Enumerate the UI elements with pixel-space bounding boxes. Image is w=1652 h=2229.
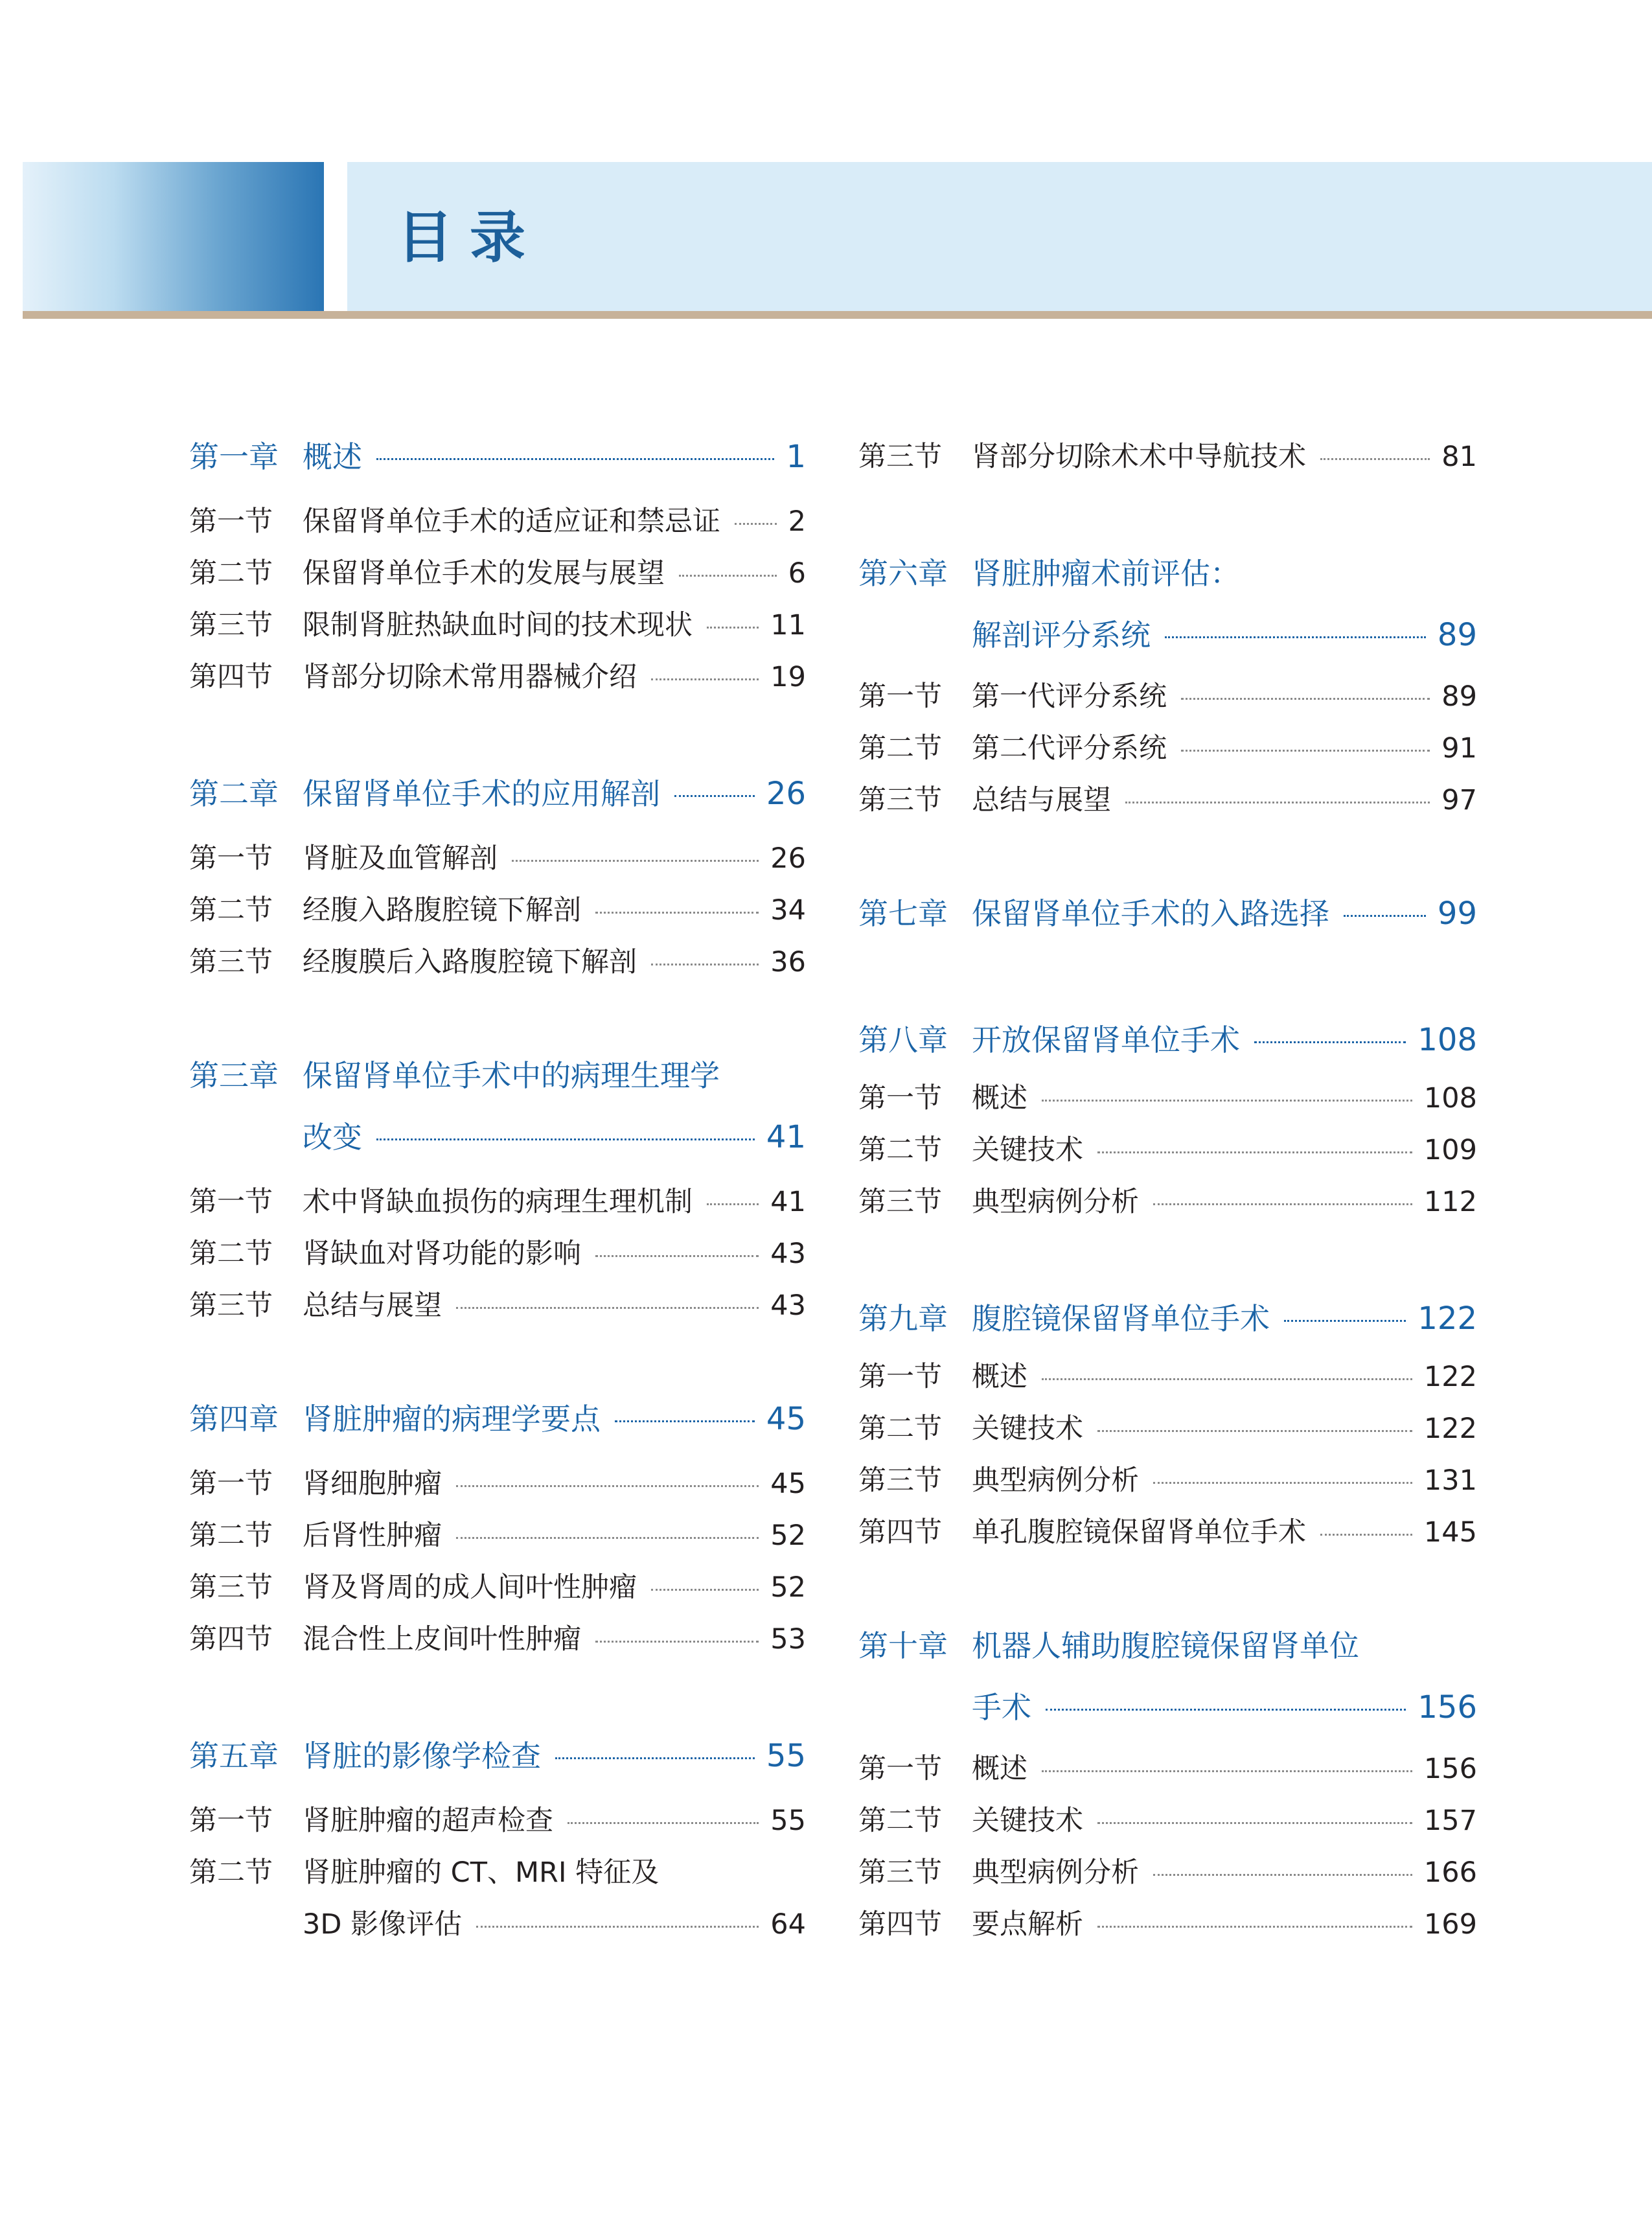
page-number: 108	[1423, 1082, 1477, 1114]
section-title: 典型病例分析	[972, 1464, 1139, 1497]
page-number: 53	[770, 1623, 806, 1656]
page-number: 112	[1423, 1186, 1477, 1218]
toc-chapter-entry[interactable]	[858, 1017, 1477, 1063]
dot-leader	[1042, 1770, 1412, 1772]
section-title: 肾及肾周的成人间叶性肿瘤	[303, 1571, 637, 1604]
page-number: 55	[766, 1738, 806, 1774]
section-title: 典型病例分析	[972, 1186, 1139, 1218]
section-number: 第三节	[189, 1289, 273, 1322]
chapter-number: 第二章	[189, 776, 279, 811]
section-title: 术中肾缺血损伤的病理生理机制	[303, 1186, 693, 1218]
page-number: 157	[1423, 1805, 1477, 1837]
page-number: 169	[1423, 1908, 1477, 1941]
toc-section-entry[interactable]	[189, 1798, 806, 1843]
section-number: 第四节	[189, 1623, 273, 1656]
chapter-number: 第十章	[858, 1628, 948, 1663]
page-number: 6	[788, 557, 806, 590]
toc-section-entry[interactable]	[858, 1798, 1477, 1843]
chapter-title: 肾脏肿瘤的病理学要点	[303, 1402, 601, 1437]
section-number: 第一节	[858, 1082, 942, 1114]
section-number: 第三节	[858, 1856, 942, 1889]
page-number: 89	[1437, 617, 1477, 653]
page-title: 目录	[397, 205, 542, 270]
section-number: 第四节	[858, 1908, 942, 1941]
chapter-title: 保留肾单位手术的入路选择	[972, 896, 1329, 931]
section-title: 单孔腹腔镜保留肾单位手术	[972, 1516, 1306, 1549]
section-title: 第二代评分系统	[972, 732, 1167, 765]
toc-chapter-entry[interactable]	[858, 1296, 1477, 1341]
page-number: 1	[786, 439, 806, 475]
toc-chapter-entry[interactable]	[858, 1685, 1477, 1730]
dot-leader	[476, 1926, 759, 1928]
dot-leader	[1320, 1534, 1412, 1536]
toc-section-entry[interactable]	[189, 1231, 806, 1276]
chapter-number: 第四章	[189, 1402, 279, 1437]
section-number: 第二节	[858, 732, 942, 765]
section-number: 第二节	[858, 1413, 942, 1445]
section-number: 第三节	[858, 1464, 942, 1497]
dot-leader	[1125, 802, 1430, 803]
toc-section-entry[interactable]	[858, 726, 1477, 771]
section-title: 限制肾脏热缺血时间的技术现状	[303, 609, 693, 641]
section-title: 后肾性肿瘤	[303, 1519, 442, 1552]
section-title: 第一代评分系统	[972, 680, 1167, 713]
dot-leader	[595, 1641, 759, 1643]
section-number: 第一节	[189, 1186, 273, 1218]
chapter-title: 开放保留肾单位手术	[972, 1022, 1240, 1057]
section-number: 第一节	[858, 1361, 942, 1393]
page-number: 156	[1417, 1689, 1477, 1726]
toc-section-entry[interactable]	[189, 654, 806, 700]
section-title: 3D 影像评估	[303, 1908, 463, 1941]
dot-leader	[1042, 1100, 1412, 1102]
toc-section-entry[interactable]	[858, 674, 1477, 719]
section-title: 肾脏肿瘤的 CT、MRI 特征及	[303, 1856, 660, 1889]
section-title: 经腹入路腹腔镜下解剖	[303, 894, 581, 927]
section-number: 第一节	[858, 1753, 942, 1785]
dot-leader	[1097, 1151, 1412, 1153]
dot-leader	[512, 860, 759, 862]
dot-leader	[568, 1822, 759, 1824]
section-number: 第一节	[189, 842, 273, 875]
banner-gradient	[23, 162, 324, 311]
toc-chapter-entry[interactable]	[189, 434, 806, 479]
page-number: 26	[766, 776, 806, 812]
dot-leader	[1097, 1822, 1412, 1824]
toc-section-entry[interactable]	[189, 603, 806, 648]
page-number: 156	[1423, 1753, 1477, 1785]
chapter-title: 概述	[303, 439, 362, 474]
dot-leader	[595, 912, 759, 914]
dot-leader	[456, 1485, 759, 1487]
chapter-title: 改变	[303, 1120, 362, 1155]
dot-leader	[1165, 636, 1426, 638]
chapter-title: 手术	[972, 1690, 1031, 1725]
chapter-title: 机器人辅助腹腔镜保留肾单位	[972, 1628, 1359, 1663]
page-number: 108	[1417, 1022, 1477, 1058]
dot-leader	[679, 575, 777, 577]
page-number: 41	[770, 1186, 806, 1218]
page-number: 109	[1423, 1134, 1477, 1166]
page-number: 166	[1423, 1856, 1477, 1889]
chapter-title: 肾脏的影像学检查	[303, 1738, 541, 1773]
chapter-number: 第八章	[858, 1022, 948, 1057]
page-number: 2	[788, 505, 806, 538]
section-number: 第三节	[189, 1571, 273, 1604]
section-number: 第一节	[189, 1805, 273, 1837]
page-number: 11	[770, 609, 806, 641]
toc-section-entry[interactable]	[858, 778, 1477, 823]
toc-section-entry[interactable]	[858, 1510, 1477, 1555]
toc-section-entry[interactable]	[189, 1513, 806, 1558]
section-number: 第四节	[189, 661, 273, 693]
section-number: 第一节	[858, 680, 942, 713]
toc-section-entry[interactable]	[189, 1902, 806, 1947]
dot-leader	[1181, 698, 1430, 700]
chapter-title: 肾脏肿瘤术前评估：	[972, 556, 1240, 591]
section-title: 保留肾单位手术的适应证和禁忌证	[303, 505, 720, 538]
section-title: 概述	[972, 1082, 1027, 1114]
section-title: 肾部分切除术常用器械介绍	[303, 661, 637, 693]
section-title: 肾细胞肿瘤	[303, 1468, 442, 1500]
toc-chapter-entry[interactable]	[858, 551, 1477, 596]
toc-section-entry[interactable]	[858, 1902, 1477, 1947]
dot-leader	[1320, 458, 1430, 460]
section-title: 保留肾单位手术的发展与展望	[303, 557, 665, 590]
toc-section-entry[interactable]	[189, 1461, 806, 1507]
toc-chapter-entry[interactable]	[858, 1623, 1477, 1669]
section-number: 第一节	[189, 1468, 273, 1500]
header-banner	[23, 162, 1652, 311]
toc-section-entry[interactable]	[189, 1565, 806, 1610]
section-number: 第二节	[189, 557, 273, 590]
section-title: 典型病例分析	[972, 1856, 1139, 1889]
toc-section-entry[interactable]	[189, 836, 806, 881]
section-number: 第三节	[858, 441, 942, 473]
toc-section-entry[interactable]	[858, 1850, 1477, 1895]
toc-chapter-entry[interactable]	[858, 612, 1477, 658]
section-title: 肾脏及血管解剖	[303, 842, 498, 875]
page-number: 131	[1423, 1464, 1477, 1497]
section-number: 第三节	[858, 1186, 942, 1218]
toc-section-entry[interactable]	[189, 499, 806, 544]
page-number: 52	[770, 1519, 806, 1552]
chapter-title: 保留肾单位手术中的病理生理学	[303, 1058, 720, 1093]
section-number: 第二节	[858, 1805, 942, 1837]
section-number: 第二节	[189, 1856, 273, 1889]
section-title: 肾脏肿瘤的超声检查	[303, 1805, 553, 1837]
dot-leader	[735, 523, 777, 525]
dot-leader	[376, 458, 774, 460]
dot-leader	[1097, 1926, 1412, 1928]
dot-leader	[456, 1537, 759, 1539]
section-title: 要点解析	[972, 1908, 1083, 1941]
dot-leader	[651, 964, 759, 965]
page-number: 41	[766, 1119, 806, 1155]
dot-leader	[1153, 1874, 1412, 1876]
dot-leader	[456, 1307, 759, 1309]
section-title: 关键技术	[972, 1805, 1083, 1837]
toc-section-entry[interactable]	[189, 1617, 806, 1662]
section-title: 肾部分切除术术中导航技术	[972, 441, 1306, 473]
section-title: 关键技术	[972, 1134, 1083, 1166]
page-number: 122	[1423, 1413, 1477, 1445]
page-number: 55	[770, 1805, 806, 1837]
section-number: 第二节	[189, 1238, 273, 1270]
dot-leader	[615, 1420, 755, 1422]
page-number: 91	[1441, 732, 1477, 765]
toc-section-entry[interactable]	[189, 1179, 806, 1225]
section-title: 经腹膜后入路腹腔镜下解剖	[303, 946, 637, 978]
page-number: 64	[770, 1908, 806, 1941]
page-number: 145	[1423, 1516, 1477, 1549]
section-number: 第三节	[189, 609, 273, 641]
dot-leader	[1097, 1430, 1412, 1432]
section-number: 第三节	[858, 784, 942, 816]
toc-chapter-entry[interactable]	[189, 1053, 806, 1098]
toc-section-entry[interactable]	[189, 551, 806, 596]
toc-section-entry[interactable]	[858, 1406, 1477, 1451]
chapter-number: 第三章	[189, 1058, 279, 1093]
toc-chapter-entry[interactable]	[189, 1114, 806, 1160]
section-title: 总结与展望	[972, 784, 1111, 816]
dot-leader	[1284, 1320, 1406, 1322]
page-number: 97	[1441, 784, 1477, 816]
section-number: 第四节	[858, 1516, 942, 1549]
toc-section-entry[interactable]	[858, 1354, 1477, 1400]
page-number: 99	[1437, 895, 1477, 932]
page-number: 122	[1417, 1300, 1477, 1337]
toc-section-entry[interactable]	[189, 940, 806, 985]
page-number: 122	[1423, 1361, 1477, 1393]
dot-leader	[1153, 1482, 1412, 1484]
dot-leader	[376, 1138, 755, 1140]
toc-chapter-entry[interactable]	[858, 891, 1477, 936]
chapter-number: 第五章	[189, 1738, 279, 1773]
chapter-number: 第七章	[858, 896, 948, 931]
dot-leader	[707, 1203, 759, 1205]
section-number: 第二节	[189, 894, 273, 927]
page-number: 26	[770, 842, 806, 875]
toc-section-entry[interactable]	[189, 888, 806, 933]
toc-section-entry[interactable]	[189, 1850, 806, 1895]
dot-leader	[651, 678, 759, 680]
dot-leader	[1254, 1041, 1406, 1043]
chapter-title: 解剖评分系统	[972, 618, 1151, 653]
section-number: 第二节	[858, 1134, 942, 1166]
dot-leader	[1153, 1203, 1412, 1205]
section-title: 总结与展望	[303, 1289, 442, 1322]
page-number: 34	[770, 894, 806, 927]
page-number: 45	[770, 1468, 806, 1500]
dot-leader	[651, 1589, 759, 1591]
chapter-title: 保留肾单位手术的应用解剖	[303, 776, 660, 811]
dot-leader	[1181, 750, 1430, 752]
toc-section-entry[interactable]	[858, 434, 1477, 479]
toc-section-entry[interactable]	[858, 1458, 1477, 1503]
section-title: 肾缺血对肾功能的影响	[303, 1238, 581, 1270]
dot-leader	[1046, 1709, 1406, 1711]
banner-underline	[23, 311, 1652, 319]
chapter-number: 第九章	[858, 1301, 948, 1336]
dot-leader	[1344, 915, 1426, 917]
page-number: 43	[770, 1238, 806, 1270]
page-number: 89	[1441, 680, 1477, 713]
toc-section-entry[interactable]	[858, 1746, 1477, 1792]
chapter-title: 腹腔镜保留肾单位手术	[972, 1301, 1270, 1336]
page-number: 43	[770, 1289, 806, 1322]
toc-chapter-entry[interactable]	[189, 1396, 806, 1442]
page-number: 45	[766, 1401, 806, 1437]
page-number: 36	[770, 946, 806, 978]
dot-leader	[674, 795, 755, 797]
toc-chapter-entry[interactable]	[189, 1733, 806, 1779]
section-number: 第一节	[189, 505, 273, 538]
section-number: 第二节	[189, 1519, 273, 1552]
dot-leader	[595, 1255, 759, 1257]
page-number: 52	[770, 1571, 806, 1604]
toc-section-entry[interactable]	[858, 1127, 1477, 1173]
page-number: 81	[1441, 441, 1477, 473]
toc-section-entry[interactable]	[858, 1179, 1477, 1225]
page-number: 19	[770, 661, 806, 693]
section-title: 混合性上皮间叶性肿瘤	[303, 1623, 581, 1656]
chapter-number: 第一章	[189, 439, 279, 474]
section-title: 概述	[972, 1753, 1027, 1785]
toc-section-entry[interactable]	[189, 1283, 806, 1328]
dot-leader	[555, 1757, 755, 1759]
section-title: 关键技术	[972, 1413, 1083, 1445]
section-title: 概述	[972, 1361, 1027, 1393]
chapter-number: 第六章	[858, 556, 948, 591]
section-number: 第三节	[189, 946, 273, 978]
dot-leader	[1042, 1378, 1412, 1380]
banner-divider	[324, 162, 347, 311]
toc-section-entry[interactable]	[858, 1076, 1477, 1121]
toc-chapter-entry[interactable]	[189, 771, 806, 816]
dot-leader	[707, 627, 759, 629]
